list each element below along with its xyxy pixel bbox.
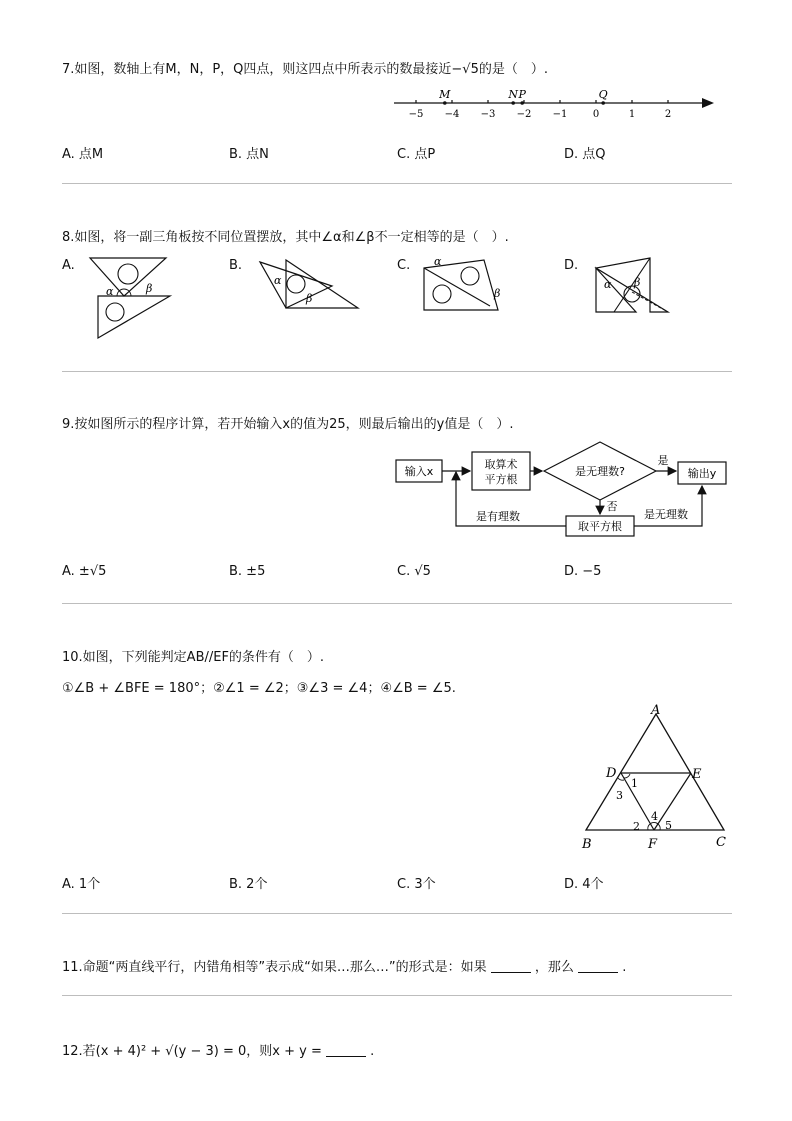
no-label: 否 (606, 500, 618, 513)
q10-option-c[interactable]: C. 3个 (397, 877, 436, 892)
q7-option-a[interactable]: A. 点M (62, 147, 104, 162)
label-angle-3: 3 (616, 789, 623, 802)
q11-end: . (622, 960, 627, 975)
label-d: D (606, 766, 617, 781)
input-label: 输入x (404, 465, 434, 478)
q12-end: . (370, 1044, 375, 1059)
beta-label: β (306, 292, 313, 305)
q9-stem: 9.按如图所示的程序计算，若开始输入x的值为25，则最后输出的y值是（ ）. (62, 417, 514, 432)
arrow-icon (702, 98, 714, 108)
q9-option-c[interactable]: C. √5 (397, 564, 431, 579)
q10-triangle-figure (578, 700, 730, 856)
q8-figure-b (256, 256, 364, 312)
tick-label: 2 (664, 109, 672, 120)
divider (62, 183, 732, 184)
q7-stem: 7.如图，数轴上有M，N，P，Q四点，则这四点中所表示的数最接近−√5的是（ ）. (62, 62, 548, 77)
q9-option-d[interactable]: D. −5 (564, 564, 602, 579)
q12-stem: 12.若(x + 4)² + √(y − 3) = 0，则x + y = (62, 1044, 322, 1059)
beta-label: β (494, 287, 501, 300)
q8-option-d[interactable]: D. (564, 258, 579, 273)
q8-figure-a (84, 254, 176, 344)
label-e: E (692, 767, 702, 782)
q8-option-b[interactable]: B. (229, 258, 243, 273)
point-label-n: N (508, 88, 519, 101)
q8-figure-d (592, 256, 674, 316)
label-a: A (651, 703, 661, 718)
tick-label: 0 (592, 109, 600, 120)
sqrt-label-1: 取算术 (484, 458, 518, 471)
label-f: F (648, 837, 658, 852)
point-m (443, 101, 447, 105)
label-angle-2: 2 (633, 820, 640, 833)
point-label-q: Q (598, 88, 608, 101)
decision-label: 是无理数? (575, 465, 625, 478)
tick-label: −3 (480, 109, 496, 120)
q7-option-b[interactable]: B. 点N (229, 147, 269, 162)
point-p (520, 101, 524, 105)
q8-stem: 8.如图，将一副三角板按不同位置摆放，其中∠α和∠β不一定相等的是（ ）. (62, 230, 509, 245)
q8-figure-c (420, 254, 506, 314)
q11-blank-if[interactable] (491, 960, 531, 973)
divider (62, 371, 732, 372)
point-label-m: M (439, 88, 451, 101)
q11-mid: ，那么 (534, 960, 574, 975)
output-label: 输出y (687, 467, 717, 480)
point-label-p: P (518, 88, 526, 101)
q11-stem: 11.命题“两直线平行，内错角相等”表示成“如果…那么…”的形式是：如果 (62, 960, 487, 975)
q12-line (62, 1040, 374, 1059)
label-angle-4: 4 (651, 810, 658, 823)
alpha-label: α (106, 285, 114, 298)
beta-label: β (146, 282, 153, 295)
point-n (511, 101, 515, 105)
q10-stem: 10.如图，下列能判定AB//EF的条件有（ ）. (62, 650, 325, 665)
tick-label: −2 (516, 109, 532, 120)
q10-option-a[interactable]: A. 1个 (62, 877, 101, 892)
alpha-label: α (274, 274, 282, 287)
label-c: C (716, 835, 726, 850)
label-angle-1: 1 (631, 777, 638, 790)
sqrt-label-2: 平方根 (484, 473, 518, 486)
divider (62, 995, 732, 996)
rational-label: 是有理数 (476, 510, 520, 523)
tick-label: −4 (444, 109, 460, 120)
irrational-label: 是无理数 (644, 508, 688, 521)
alpha-label: α (604, 278, 612, 291)
divider (62, 913, 732, 914)
label-angle-5: 5 (665, 819, 672, 832)
q10-option-d[interactable]: D. 4个 (564, 877, 604, 892)
q7-number-line (390, 84, 720, 124)
divider (62, 603, 732, 604)
q9-option-b[interactable]: B. ±5 (229, 564, 266, 579)
q11-blank-then[interactable] (578, 960, 618, 973)
q8-option-a[interactable]: A. (62, 258, 75, 273)
q9-flowchart (390, 438, 730, 542)
q12-blank[interactable] (326, 1044, 366, 1057)
yes-label: 是 (657, 454, 669, 467)
square-label: 取平方根 (578, 520, 622, 533)
label-b: B (582, 837, 592, 852)
alpha-label: α (434, 255, 442, 268)
q11-line (62, 956, 626, 975)
tick-label: 1 (628, 109, 636, 120)
q10-conditions: ①∠B + ∠BFE = 180°；②∠1 = ∠2；③∠3 = ∠4；④∠B = ∠5. (62, 681, 456, 696)
beta-label: β (634, 276, 641, 289)
tick-label: −1 (552, 109, 568, 120)
q7-option-d[interactable]: D. 点Q (564, 147, 606, 162)
q9-option-a[interactable]: A. ±√5 (62, 564, 107, 579)
point-q (601, 101, 605, 105)
q10-option-b[interactable]: B. 2个 (229, 877, 268, 892)
q8-option-c[interactable]: C. (397, 258, 411, 273)
tick-label: −5 (408, 109, 424, 120)
q7-option-c[interactable]: C. 点P (397, 147, 436, 162)
